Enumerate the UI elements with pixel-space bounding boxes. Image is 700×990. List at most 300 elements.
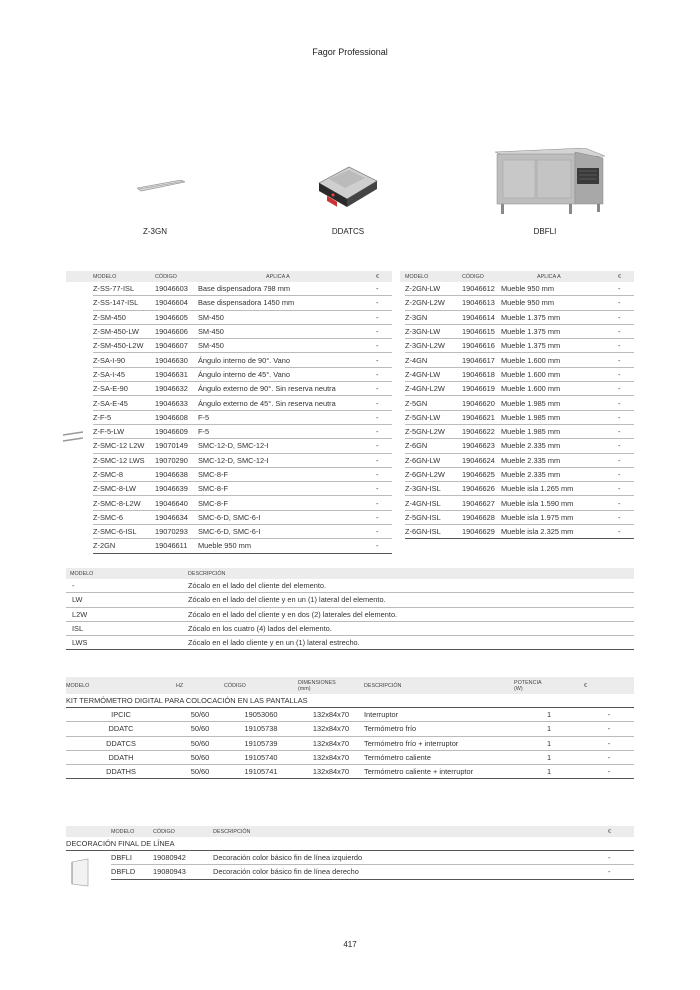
table-row — [400, 396, 634, 410]
price-cell: - — [376, 296, 392, 310]
description-cell: Decoración color básico fin de línea izquierdo — [213, 851, 608, 865]
price-cell: - — [618, 396, 634, 410]
table-row — [400, 324, 634, 338]
model-cell: Z-F-5 — [93, 410, 155, 424]
spacer-cell — [66, 410, 93, 424]
col-codigo: CÓDIGO — [462, 271, 501, 282]
col-euro: € — [618, 271, 634, 282]
code-cell: 19046630 — [155, 353, 198, 367]
table-row — [400, 510, 634, 524]
code-cell: 19046639 — [155, 482, 198, 496]
accessories-table-left — [66, 271, 392, 554]
col-codigo: CÓDIGO — [155, 271, 198, 282]
model-cell: Z-SM-450 — [93, 310, 155, 324]
col-hz: HZ — [176, 677, 224, 694]
col-modelo: MODELO — [111, 826, 153, 837]
model-cell: Z-6GN-LW — [405, 453, 462, 467]
price-cell: - — [376, 310, 392, 324]
col-codigo: CÓDIGO — [224, 677, 298, 694]
price-cell: - — [618, 496, 634, 510]
code-cell: 19046619 — [462, 382, 501, 396]
applies-to-cell: Mueble 1.375 mm — [501, 310, 618, 324]
col-modelo: MODELO — [93, 271, 155, 282]
table-row — [66, 482, 392, 496]
model-cell: Z-6GN — [405, 439, 462, 453]
applies-to-cell: Base dispensadora 1450 mm — [198, 296, 376, 310]
price-cell: - — [376, 396, 392, 410]
model-cell: Z-SMC-6 — [93, 510, 155, 524]
price-cell: - — [618, 439, 634, 453]
applies-to-cell: F-5 — [198, 424, 376, 438]
applies-to-cell: Mueble 2.335 mm — [501, 467, 618, 481]
applies-to-cell: Mueble isla 1.590 mm — [501, 496, 618, 510]
code-cell: 19046608 — [155, 410, 198, 424]
table-row — [66, 736, 634, 750]
price-cell: - — [584, 736, 634, 750]
description-cell: Termómetro frío — [364, 722, 514, 736]
code-cell: 19046612 — [462, 282, 501, 296]
model-cell: Z-SM-450-L2W — [93, 339, 155, 353]
applies-to-cell: SMC-8-F — [198, 467, 376, 481]
price-cell: - — [618, 424, 634, 438]
model-cell: Z-4GN-L2W — [405, 382, 462, 396]
code-cell: 19046603 — [155, 282, 198, 296]
price-cell: - — [584, 708, 634, 722]
model-cell: Z-3GN — [405, 310, 462, 324]
table-row — [66, 539, 392, 553]
model-cell: Z-SMC-6-ISL — [93, 525, 155, 539]
table-row — [400, 525, 634, 539]
spacer-cell — [66, 367, 93, 381]
model-cell: Z-SMC-12 L2W — [93, 439, 155, 453]
dimensions-cell: 132x84x70 — [298, 750, 364, 764]
decoration-panel-image — [70, 858, 92, 888]
model-cell: Z-SS-147-ISL — [93, 296, 155, 310]
code-cell: 19046617 — [462, 353, 501, 367]
code-cell: 19046604 — [155, 296, 198, 310]
table-row — [66, 410, 392, 424]
spacer-cell — [66, 339, 93, 353]
table-row — [66, 621, 634, 635]
code-cell: 19046632 — [155, 382, 198, 396]
price-cell: - — [618, 324, 634, 338]
code-cell: 19046616 — [462, 339, 501, 353]
price-cell: - — [376, 282, 392, 296]
description-cell: Termómetro caliente — [364, 750, 514, 764]
price-cell: - — [618, 467, 634, 481]
table-row — [66, 453, 392, 467]
table-row — [400, 424, 634, 438]
model-cell: DDATHS — [66, 765, 176, 779]
table-row — [66, 607, 634, 621]
table-row — [66, 722, 634, 736]
price-cell: - — [376, 382, 392, 396]
model-cell: Z-5GN — [405, 396, 462, 410]
code-cell: 19070149 — [155, 439, 198, 453]
table-row — [66, 296, 392, 310]
price-cell: - — [608, 865, 634, 879]
decoration-table — [66, 826, 634, 880]
model-cell: Z-6GN-L2W — [405, 467, 462, 481]
code-cell: 19105738 — [224, 722, 298, 736]
applies-to-cell: Mueble 1.600 mm — [501, 353, 618, 367]
thermometer-unit-image — [315, 161, 381, 211]
col-potencia — [514, 677, 584, 694]
code-cell: 19046631 — [155, 367, 198, 381]
col-euro: € — [584, 677, 634, 694]
table-row — [66, 282, 392, 296]
applies-to-cell: SMC-8-F — [198, 482, 376, 496]
model-cell: Z-SA-I-90 — [93, 353, 155, 367]
table-row — [66, 593, 634, 607]
spacer-cell — [66, 324, 93, 338]
model-cell: IPCIC — [66, 708, 176, 722]
table-row — [66, 353, 392, 367]
dimensions-cell: 132x84x70 — [298, 708, 364, 722]
code-cell: 19046607 — [155, 339, 198, 353]
price-cell: - — [376, 439, 392, 453]
price-cell: - — [376, 339, 392, 353]
price-cell: - — [376, 539, 392, 553]
model-suffix-cell: LW — [66, 593, 188, 607]
applies-to-cell: Mueble 950 mm — [198, 539, 376, 553]
applies-to-cell: Mueble isla 1.975 mm — [501, 510, 618, 524]
price-cell: - — [376, 467, 392, 481]
table-row — [66, 510, 392, 524]
dimensions-cell: 132x84x70 — [298, 736, 364, 750]
description-cell: Termómetro frío + interruptor — [364, 736, 514, 750]
model-cell: Z-4GN-ISL — [405, 496, 462, 510]
model-cell: Z-SMC-8 — [93, 467, 155, 481]
spacer-cell — [66, 496, 93, 510]
applies-to-cell: Mueble 1.375 mm — [501, 324, 618, 338]
power-cell: 1 — [514, 722, 584, 736]
model-cell: DDATC — [66, 722, 176, 736]
price-cell: - — [618, 339, 634, 353]
applies-to-cell: SMC-8-F — [198, 496, 376, 510]
code-cell: 19046615 — [462, 324, 501, 338]
applies-to-cell: Ángulo externo de 45°. Sin reserva neutra — [198, 396, 376, 410]
code-cell: 19046640 — [155, 496, 198, 510]
code-cell: 19046611 — [155, 539, 198, 553]
model-cell: Z-SMC-12 LWS — [93, 453, 155, 467]
spacer-cell — [66, 510, 93, 524]
model-suffix-cell: - — [66, 579, 188, 593]
model-cell: Z-F-5-LW — [93, 424, 155, 438]
price-cell: - — [618, 410, 634, 424]
price-cell: - — [618, 510, 634, 524]
description-cell: Zócalo en el lado cliente y en un (1) lateral estrecho. — [188, 636, 634, 650]
code-cell: 19046606 — [155, 324, 198, 338]
table-row — [400, 282, 634, 296]
col-modelo: MODELO — [66, 677, 176, 694]
applies-to-cell: Ángulo externo de 90°. Sin reserva neutra — [198, 382, 376, 396]
code-cell: 19070290 — [155, 453, 198, 467]
col-potencia-unit: (W) — [514, 685, 523, 692]
hz-cell: 50/60 — [176, 736, 224, 750]
applies-to-cell: Mueble 1.375 mm — [501, 339, 618, 353]
code-cell: 19046634 — [155, 510, 198, 524]
spacer-cell — [66, 296, 93, 310]
table-row — [400, 310, 634, 324]
code-cell: 19105740 — [224, 750, 298, 764]
code-cell: 19046622 — [462, 424, 501, 438]
model-cell: Z-3GN-L2W — [405, 339, 462, 353]
applies-to-cell: Mueble 950 mm — [501, 296, 618, 310]
model-cell: DBFLD — [111, 865, 153, 879]
code-cell: 19046633 — [155, 396, 198, 410]
col-aplica-a: APLICA A — [501, 271, 618, 282]
code-cell: 19046627 — [462, 496, 501, 510]
table-row — [66, 496, 392, 510]
model-cell: Z-SM-450-LW — [93, 324, 155, 338]
applies-to-cell: Mueble 2.335 mm — [501, 453, 618, 467]
table-row — [66, 339, 392, 353]
price-cell: - — [618, 310, 634, 324]
code-cell: 19046605 — [155, 310, 198, 324]
code-cell: 19046624 — [462, 453, 501, 467]
code-cell: 19070293 — [155, 525, 198, 539]
spacer-cell — [66, 525, 93, 539]
price-cell: - — [618, 282, 634, 296]
product-caption-2: DDATCS — [331, 227, 365, 236]
code-cell: 19046625 — [462, 467, 501, 481]
col-dimensiones-unit: (mm) — [298, 685, 311, 692]
table-row — [400, 296, 634, 310]
table-row — [66, 525, 392, 539]
power-cell: 1 — [514, 765, 584, 779]
table-row — [66, 396, 392, 410]
table-row — [66, 424, 392, 438]
code-cell: 19046609 — [155, 424, 198, 438]
table-row — [400, 482, 634, 496]
model-cell: Z-5GN-LW — [405, 410, 462, 424]
code-cell: 19105741 — [224, 765, 298, 779]
table-row — [66, 310, 392, 324]
description-cell: Decoración color básico fin de línea derecho — [213, 865, 608, 879]
description-cell: Zócalo en los cuatro (4) lados del elemento. — [188, 621, 634, 635]
table-row — [400, 353, 634, 367]
section-title: KIT TERMÓMETRO DIGITAL PARA COLOCACIÓN EN LAS PANTALLAS — [66, 694, 634, 708]
skirting-bar-image — [137, 180, 185, 192]
model-cell: Z-2GN-L2W — [405, 296, 462, 310]
accessories-table-right — [400, 271, 634, 539]
model-cell: DDATCS — [66, 736, 176, 750]
applies-to-cell: Mueble 1.600 mm — [501, 382, 618, 396]
dimensions-cell: 132x84x70 — [298, 722, 364, 736]
col-descripcion: DESCRIPCIÓN — [188, 568, 634, 579]
applies-to-cell: Ángulo interno de 45°. Vano — [198, 367, 376, 381]
description-cell: Zócalo en el lado del cliente y en un (1) lateral del elemento. — [188, 593, 634, 607]
price-cell: - — [618, 367, 634, 381]
model-cell: Z-2GN — [93, 539, 155, 553]
col-potencia-label: POTENCIA — [514, 679, 542, 686]
col-modelo: MODELO — [66, 568, 188, 579]
product-caption-3: DBFLI — [533, 227, 557, 236]
applies-to-cell: F-5 — [198, 410, 376, 424]
hz-cell: 50/60 — [176, 765, 224, 779]
price-cell: - — [618, 482, 634, 496]
applies-to-cell: SM-450 — [198, 310, 376, 324]
model-cell: Z-SMC-8-L2W — [93, 496, 155, 510]
price-cell: - — [618, 296, 634, 310]
applies-to-cell: Ángulo interno de 90°. Vano — [198, 353, 376, 367]
model-cell: Z-5GN-L2W — [405, 424, 462, 438]
description-cell: Zócalo en el lado del cliente y en dos (2) laterales del elemento. — [188, 607, 634, 621]
model-suffix-cell: LWS — [66, 636, 188, 650]
applies-to-cell: SM-450 — [198, 324, 376, 338]
table-row — [66, 382, 392, 396]
hz-cell: 50/60 — [176, 708, 224, 722]
spacer-cell — [66, 453, 93, 467]
model-cell: Z-SMC-8-LW — [93, 482, 155, 496]
table-row — [66, 579, 634, 593]
code-cell: 19046628 — [462, 510, 501, 524]
table-row — [66, 324, 392, 338]
applies-to-cell: Mueble 1.985 mm — [501, 424, 618, 438]
code-cell: 19080942 — [153, 851, 213, 865]
price-cell: - — [376, 367, 392, 381]
model-suffix-cell: L2W — [66, 607, 188, 621]
price-cell: - — [618, 382, 634, 396]
code-cell: 19046629 — [462, 525, 501, 539]
applies-to-cell: SM-450 — [198, 339, 376, 353]
model-cell: Z-SA-I-45 — [93, 367, 155, 381]
table-row — [400, 453, 634, 467]
code-cell: 19046614 — [462, 310, 501, 324]
table-row — [66, 467, 392, 481]
price-cell: - — [376, 410, 392, 424]
model-cell: Z-4GN-LW — [405, 367, 462, 381]
price-cell: - — [376, 353, 392, 367]
applies-to-cell: SMC-12-D, SMC-12-I — [198, 439, 376, 453]
col-euro: € — [376, 271, 392, 282]
col-codigo: CÓDIGO — [153, 826, 213, 837]
hz-cell: 50/60 — [176, 722, 224, 736]
model-cell: Z-6GN-ISL — [405, 525, 462, 539]
price-cell: - — [376, 510, 392, 524]
table-row — [66, 851, 634, 865]
model-cell: Z-SA-E-45 — [93, 396, 155, 410]
page-header-brand: Fagor Professional — [312, 47, 388, 57]
table-row — [66, 765, 634, 779]
table-row — [400, 467, 634, 481]
description-cell: Zócalo en el lado del cliente del elemento. — [188, 579, 634, 593]
spacer-cell — [66, 396, 93, 410]
applies-to-cell: Mueble 1.600 mm — [501, 367, 618, 381]
table-row — [66, 439, 392, 453]
hz-cell: 50/60 — [176, 750, 224, 764]
spacer-cell — [66, 310, 93, 324]
applies-to-cell: SMC-12-D, SMC-12-I — [198, 453, 376, 467]
price-cell: - — [618, 525, 634, 539]
spacer-cell — [66, 539, 93, 553]
price-cell: - — [376, 324, 392, 338]
counter-unit-image — [495, 148, 605, 218]
code-cell: 19046638 — [155, 467, 198, 481]
applies-to-cell: Mueble 2.335 mm — [501, 439, 618, 453]
col-descripcion: DESCRIPCIÓN — [364, 677, 514, 694]
table-row — [400, 382, 634, 396]
spacer-cell — [66, 424, 93, 438]
price-cell: - — [608, 851, 634, 865]
price-cell: - — [376, 424, 392, 438]
applies-to-cell: SMC-6-D, SMC-6-I — [198, 525, 376, 539]
table-row — [66, 367, 392, 381]
table-row — [66, 750, 634, 764]
model-cell: DDATH — [66, 750, 176, 764]
power-cell: 1 — [514, 750, 584, 764]
table-row — [400, 367, 634, 381]
col-euro: € — [608, 826, 634, 837]
model-cell: Z-SS-77-ISL — [93, 282, 155, 296]
price-cell: - — [618, 353, 634, 367]
applies-to-cell: Mueble 1.985 mm — [501, 410, 618, 424]
applies-to-cell: SMC-6-D, SMC-6-I — [198, 510, 376, 524]
code-cell: 19053060 — [224, 708, 298, 722]
applies-to-cell: Base dispensadora 798 mm — [198, 282, 376, 296]
spacer-cell — [66, 382, 93, 396]
price-cell: - — [376, 496, 392, 510]
model-cell: Z-2GN-LW — [405, 282, 462, 296]
applies-to-cell: Mueble isla 2.325 mm — [501, 525, 618, 539]
applies-to-cell: Mueble isla 1.265 mm — [501, 482, 618, 496]
model-suffix-table — [66, 568, 634, 650]
price-cell: - — [376, 453, 392, 467]
price-cell: - — [618, 453, 634, 467]
model-cell: Z-3GN-ISL — [405, 482, 462, 496]
table-row — [66, 708, 634, 722]
code-cell: 19046620 — [462, 396, 501, 410]
thermometer-kit-table — [66, 677, 634, 779]
code-cell: 19080943 — [153, 865, 213, 879]
dimensions-cell: 132x84x70 — [298, 765, 364, 779]
col-dimensiones-label: DIMENSIONES — [298, 679, 336, 686]
table-row — [400, 496, 634, 510]
table-row — [66, 865, 634, 879]
table-row — [400, 439, 634, 453]
product-caption-1: Z-3GN — [143, 227, 167, 236]
table-row — [400, 410, 634, 424]
model-cell: Z-4GN — [405, 353, 462, 367]
applies-to-cell: Mueble 950 mm — [501, 282, 618, 296]
applies-to-cell: Mueble 1.985 mm — [501, 396, 618, 410]
power-cell: 1 — [514, 736, 584, 750]
price-cell: - — [584, 750, 634, 764]
price-cell: - — [584, 765, 634, 779]
spacer-cell — [66, 282, 93, 296]
model-suffix-cell: ISL — [66, 621, 188, 635]
code-cell: 19046613 — [462, 296, 501, 310]
spacer-cell — [66, 482, 93, 496]
col-dimensiones — [298, 677, 364, 694]
spacer-cell — [66, 467, 93, 481]
code-cell: 19046621 — [462, 410, 501, 424]
spacer-cell — [66, 353, 93, 367]
code-cell: 19105739 — [224, 736, 298, 750]
col-aplica-a: APLICA A — [198, 271, 376, 282]
col-descripcion: DESCRIPCIÓN — [213, 826, 608, 837]
spacer-cell — [66, 439, 93, 453]
description-cell: Termómetro caliente + interruptor — [364, 765, 514, 779]
table-row — [66, 636, 634, 650]
price-cell: - — [584, 722, 634, 736]
code-cell: 19046618 — [462, 367, 501, 381]
price-cell: - — [376, 525, 392, 539]
model-cell: Z-5GN-ISL — [405, 510, 462, 524]
page-number: 417 — [343, 940, 357, 949]
table-row — [400, 339, 634, 353]
